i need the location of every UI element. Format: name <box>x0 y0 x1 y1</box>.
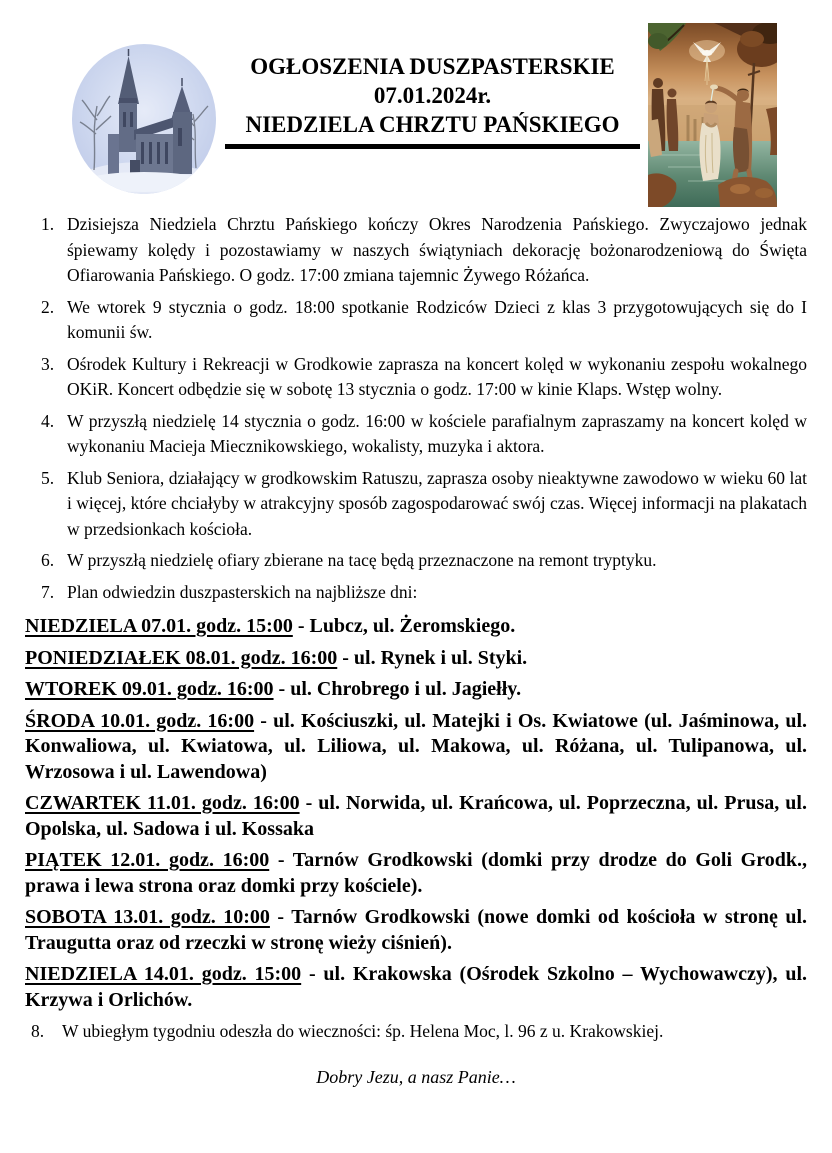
plan-details: - ul. Norwida, ul. Krańcowa, ul. Poprzeczna, ul. Prusa, ul. Opolska, ul. Sadowa i ul. Kossaka <box>25 792 807 840</box>
title-underline-rule <box>225 144 640 149</box>
item-text: Klub Seniora, działający w grodkowskim Ratuszu, zaprasza osoby nieaktywne zawodowo w wieku 60 lat i więcej, które chciałyby w atrakcyjny sposób zagospodarować swój czas. Więcej informacji na plakatach w przedsionkach kościoła. <box>67 467 808 539</box>
item-number: 6. <box>41 550 55 570</box>
item-text: W ubiegłym tygodniu odeszła do wieczności: śp. Helena Moc, l. 96 z u. Krakowskiej. <box>62 1021 664 1041</box>
item-text: Dzisiejsza Niedziela Chrztu Pańskiego kończy Okres Narodzenia Pańskiego. Zwyczajowo jednak śpiewamy kolędy i pozostawiamy w naszych świątyniach dekorację bożonarodzeniową do Święta Ofiarowania Pańskiego. O godz. 17:00 zmiana tajemnic Żywego Różańca. <box>67 214 807 285</box>
item-number: 2. <box>41 296 55 317</box>
announcement-item-8 <box>25 1019 807 1045</box>
announcement-item-2 <box>25 295 807 346</box>
plan-day: PIĄTEK 12.01. godz. 16:00 <box>25 849 270 871</box>
plan-entry-saturday-13 <box>25 905 807 956</box>
plan-entry-monday-08 <box>25 646 807 672</box>
plan-details: - ul. Rynek i ul. Styki. <box>337 646 528 669</box>
item-number: 8. <box>31 1021 45 1041</box>
announcement-item-3 <box>25 352 807 403</box>
plan-details: - Lubcz, ul. Żeromskiego. <box>292 615 516 637</box>
announcement-item-5 <box>25 466 807 543</box>
church-vignette-image <box>70 42 218 196</box>
baptism-painting-image <box>648 23 777 207</box>
item-text: Ośrodek Kultury i Rekreacji w Grodkowie zaprasza na koncert kolęd w wykonaniu zespołu wokalnego OKiR. Koncert odbędzie się w sobotę 13 stycznia o godz. 17:00 w kinie Klaps. Wstęp wolny. <box>67 353 807 399</box>
item-number: 3. <box>41 353 55 374</box>
plan-details: - ul. Chrobrego i ul. Jagiełły. <box>273 678 522 700</box>
plan-day: NIEDZIELA 14.01. godz. 15:00 <box>25 963 302 985</box>
plan-day: CZWARTEK 11.01. godz. 16:00 <box>25 792 300 814</box>
announcement-item-1 <box>25 212 807 289</box>
announcement-item-6 <box>25 548 807 574</box>
plan-day: PONIEDZIAŁEK 08.01. godz. 16:00 <box>25 646 338 669</box>
plan-details: - Tarnów Grodkowski (nowe domki od kościoła w stronę ul. Traugutta oraz od rzeczki w stronę wieży ciśnień). <box>25 906 808 954</box>
visit-plan <box>25 614 807 1013</box>
plan-entry-sunday-07 <box>25 614 807 640</box>
snow-foreground <box>84 172 204 192</box>
item-text: We wtorek 9 stycznia o godz. 18:00 spotkanie Rodziców Dzieci z klas 3 przygotowujących się do I komunii św. <box>67 296 807 342</box>
item-number: 5. <box>41 467 55 488</box>
page-title-line1: OGŁOSZENIA DUSZPASTERSKIE <box>250 54 615 79</box>
announcement-item-7 <box>25 580 807 606</box>
plan-day: ŚRODA 10.01. godz. 16:00 <box>25 709 255 732</box>
header <box>0 0 832 212</box>
baptism-painting-svg <box>648 23 777 207</box>
item-number: 1. <box>41 214 55 234</box>
item-text: W przyszłą niedzielę 14 stycznia o godz. 16:00 w kościele parafialnym zapraszamy na koncert kolęd w wykonaniu Macieja Miecznikowskiego, wokalisty, muzyka i aktora. <box>67 410 807 456</box>
plan-day: WTOREK 09.01. godz. 16:00 <box>25 678 274 700</box>
page-title-date: 07.01.2024r. <box>373 83 492 108</box>
item-number: 7. <box>41 581 55 602</box>
plan-entry-thursday-11 <box>25 791 807 842</box>
plan-day: SOBOTA 13.01. godz. 10:00 <box>25 906 270 928</box>
plan-details: - ul. Krakowska (Ośrodek Szkolno – Wychowawczy), ul. Krzywa i Orlichów. <box>25 963 807 1011</box>
item-text: W przyszłą niedzielę ofiary zbierane na tacę będą przeznaczone na remont tryptyku. <box>67 550 657 570</box>
announcement-item-4 <box>25 409 807 460</box>
closing-prayer-line: Dobry Jezu, a nasz Panie… <box>316 1066 516 1087</box>
plan-day: NIEDZIELA 07.01. godz. 15:00 <box>25 615 293 637</box>
plan-entry-tuesday-09 <box>25 677 807 703</box>
plan-entry-wednesday-10 <box>25 709 807 786</box>
plan-details: - ul. Kościuszki, ul. Matejki i Os. Kwiatowe (ul. Jaśminowa, ul. Konwaliowa, ul. Kwiatowa, ul. Liliowa, ul. Makowa, ul. Różana, ul. Tulipanowa, ul. Wrzosowa i ul. Lawendowa) <box>25 709 808 783</box>
page-title-line3: NIEDZIELA CHRZTU PAŃSKIEGO <box>245 112 620 137</box>
item-text: Plan odwiedzin duszpasterskich na najbliższe dni: <box>67 581 418 602</box>
plan-entry-sunday-14 <box>25 962 807 1013</box>
plan-entry-friday-12 <box>25 848 807 899</box>
title-block <box>225 52 640 149</box>
item-number: 4. <box>41 410 55 431</box>
plan-details: - Tarnów Grodkowski (domki przy drodze do Goli Grodk., prawa i lewa strona oraz domki przy kościele). <box>25 849 807 897</box>
content <box>0 212 832 1088</box>
church-engraving-svg <box>70 42 218 196</box>
